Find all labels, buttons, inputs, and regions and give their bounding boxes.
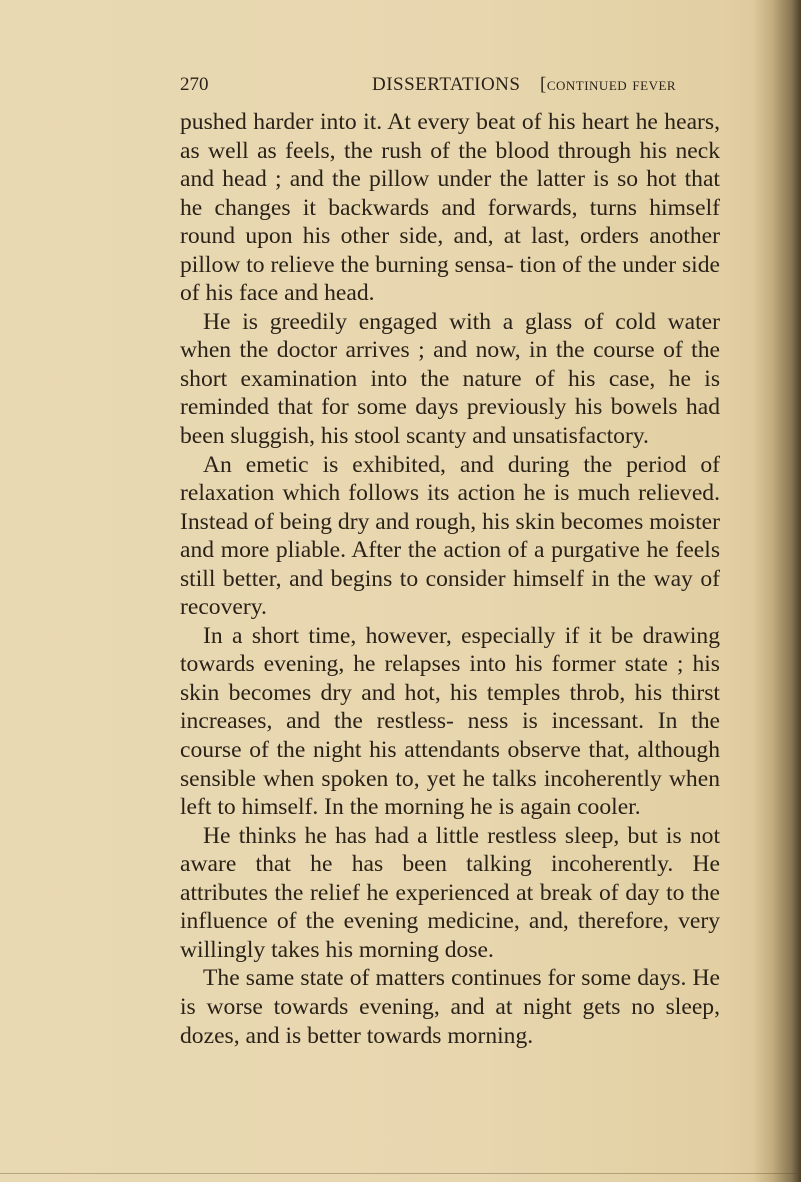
running-header [180, 74, 780, 102]
page-edge-shadow [753, 0, 801, 1182]
paragraph: He thinks he has had a little restless sleep, but is not aware that he has been talking incoherently. He attributes the relief he experienced at break of day to the influence of the evening medicine, and, therefore, very willingly takes his morning dose. [180, 822, 720, 963]
body-text [180, 108, 720, 1050]
running-head: [continued fever [540, 74, 677, 95]
header-title: DISSERTATIONS [372, 74, 521, 95]
paragraph: An emetic is exhibited, and during the period of relaxation which follows its action he is much relieved. Instead of being dry and rough, his skin becomes moister and more pliable. After the action of a purgative he feels still better, and begins to consider himself in the way of recovery. [180, 451, 720, 621]
paragraph: He is greedily engaged with a glass of cold water when the doctor arrives ; and now, in the course of the short examination into the nature of his case, he is reminded that for some days previously his bowels had been sluggish, his stool scanty and unsatisfactory. [180, 308, 720, 450]
page-number: 270 [180, 74, 209, 95]
paragraph: In a short time, however, especially if it be drawing towards evening, he relapses into his former state ; his skin becomes dry and hot, his temples throb, his thirst increases, and the restless- ness is incessant. In the course of the night his attendants observe that, although sensible when spoken to, yet he talks incoherently when left to himself. In the morning he is again cooler. [180, 622, 720, 821]
page-bottom-edge [0, 1173, 801, 1174]
paragraph: pushed harder into it. At every beat of his heart he hears, as well as feels, the rush of the blood through his neck and head ; and the pillow under the latter is so hot that he changes it backwards and forwards, turns himself round upon his other side, and, at last, orders another pillow to relieve the burning sensa- tion of the under side of his face and head. [180, 109, 720, 307]
paragraph: The same state of matters continues for some days. He is worse towards evening, and at night gets no sleep, dozes, and is better towards morning. [180, 965, 720, 1049]
